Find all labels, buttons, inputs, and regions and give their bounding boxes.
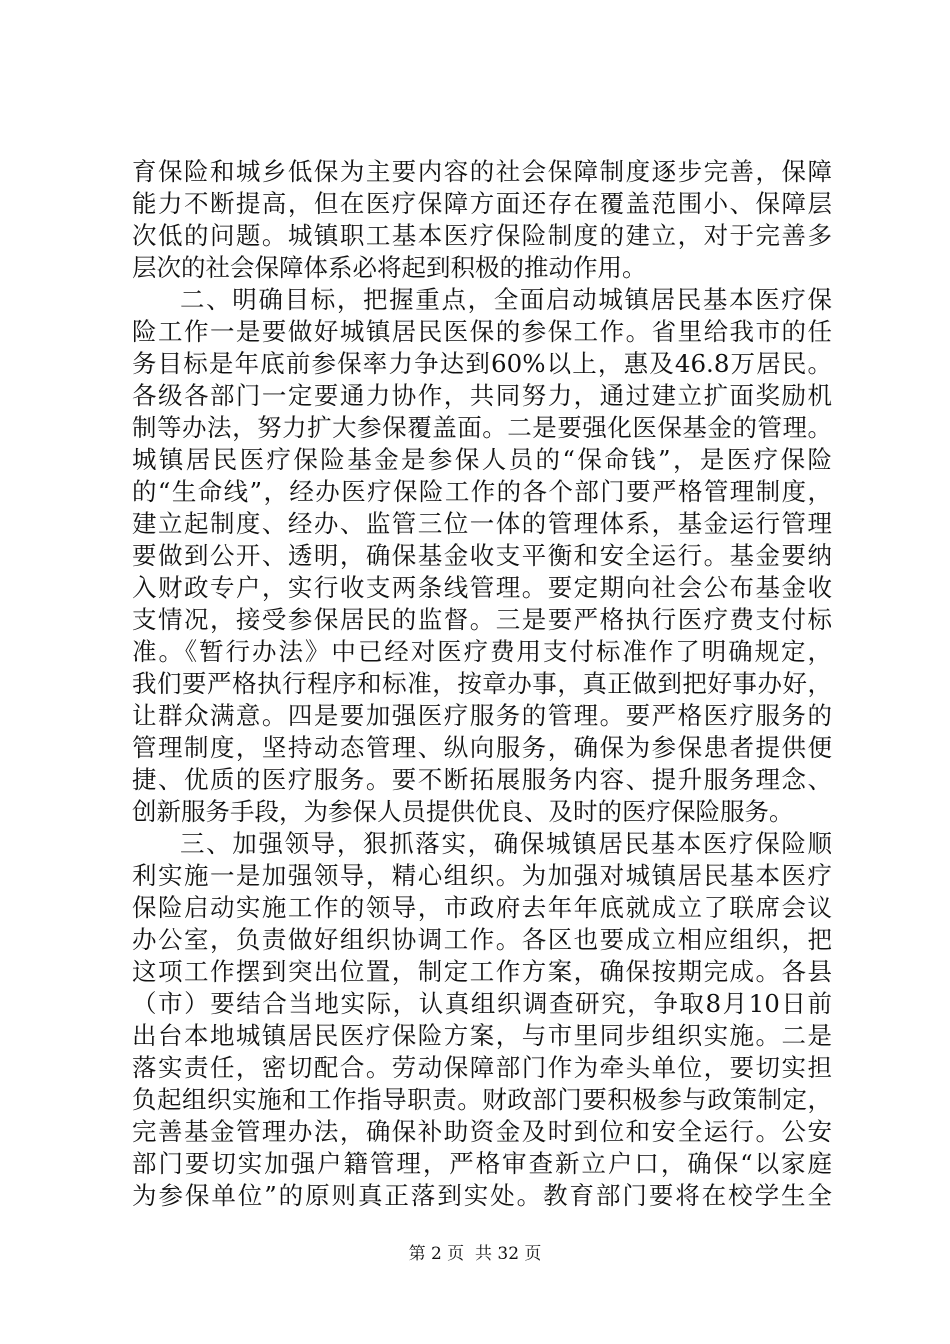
text-line: 让群众满意。四是要加强医疗服务的管理。要严格医疗服务的 <box>132 701 832 730</box>
text-line: 出台本地城镇居民医疗保险方案，与市里同步组织实施。二是 <box>132 1021 832 1050</box>
text-line: 次低的问题。城镇职工基本医疗保险制度的建立，对于完善多 <box>132 221 832 250</box>
text-line: 城镇居民医疗保险基金是参保人员的“保命钱”，是医疗保险 <box>132 445 832 474</box>
text-line: 这项工作摆到突出位置，制定工作方案，确保按期完成。各县 <box>132 957 832 986</box>
text-line: 要做到公开、透明，确保基金收支平衡和安全运行。基金要纳 <box>132 541 832 570</box>
text-line: 部门要切实加强户籍管理，严格审查新立户口，确保“以家庭 <box>132 1149 832 1178</box>
text-line: 为参保单位”的原则真正落到实处。教育部门要将在校学生全 <box>132 1181 832 1210</box>
text-line: 层次的社会保障体系必将起到积极的推动作用。 <box>132 253 647 282</box>
text-line: （市）要结合当地实际，认真组织调查研究，争取8月10日前 <box>132 989 832 1018</box>
text-line: 管理制度，坚持动态管理、纵向服务，确保为参保患者提供便 <box>132 733 832 762</box>
paragraph-3 <box>132 828 832 1212</box>
document-body <box>132 156 832 1212</box>
text-line: 捷、优质的医疗服务。要不断拓展服务内容、提升服务理念、 <box>132 765 832 794</box>
page-number: 第 2 页 共 32 页 <box>408 1244 542 1264</box>
text-line: 建立起制度、经办、监管三位一体的管理体系，基金运行管理 <box>132 509 832 538</box>
text-line: 险工作一是要做好城镇居民医保的参保工作。省里给我市的任 <box>132 317 832 346</box>
text-line: 育保险和城乡低保为主要内容的社会保障制度逐步完善，保障 <box>132 157 832 186</box>
text-line: 支情况，接受参保居民的监督。三是要严格执行医疗费支付标 <box>132 605 832 634</box>
text-line: 各级各部门一定要通力协作，共同努力，通过建立扩面奖励机 <box>132 381 832 410</box>
text-line: 制等办法，努力扩大参保覆盖面。二是要强化医保基金的管理。 <box>132 413 832 442</box>
paragraph-1 <box>132 156 832 284</box>
text-line: 负起组织实施和工作指导职责。财政部门要积极参与政策制定， <box>132 1085 832 1114</box>
text-line: 准。《暂行办法》中已经对医疗费用支付标准作了明确规定， <box>132 637 832 666</box>
paragraph-2 <box>132 284 832 828</box>
text-line: 创新服务手段，为参保人员提供优良、及时的医疗保险服务。 <box>132 797 794 826</box>
text-line: 办公室，负责做好组织协调工作。各区也要成立相应组织，把 <box>132 925 832 954</box>
text-line: 三、加强领导，狠抓落实，确保城镇居民基本医疗保险顺 <box>180 829 832 858</box>
text-line: 入财政专户，实行收支两条线管理。要定期向社会公布基金收 <box>132 573 832 602</box>
text-line: 务目标是年底前参保率力争达到60%以上，惠及46.8万居民。 <box>132 349 832 378</box>
text-line: 我们要严格执行程序和标准，按章办事，真正做到把好事办好， <box>132 669 832 698</box>
text-line: 的“生命线”，经办医疗保险工作的各个部门要严格管理制度， <box>132 477 832 506</box>
text-line: 能力不断提高，但在医疗保障方面还存在覆盖范围小、保障层 <box>132 189 832 218</box>
text-line: 保险启动实施工作的领导，市政府去年年底就成立了联席会议 <box>132 893 832 922</box>
text-line: 二、明确目标，把握重点，全面启动城镇居民基本医疗保 <box>180 285 832 314</box>
text-line: 完善基金管理办法，确保补助资金及时到位和安全运行。公安 <box>132 1117 832 1146</box>
text-line: 落实责任，密切配合。劳动保障部门作为牵头单位，要切实担 <box>132 1053 832 1082</box>
text-line: 利实施一是加强领导，精心组织。为加强对城镇居民基本医疗 <box>132 861 832 890</box>
